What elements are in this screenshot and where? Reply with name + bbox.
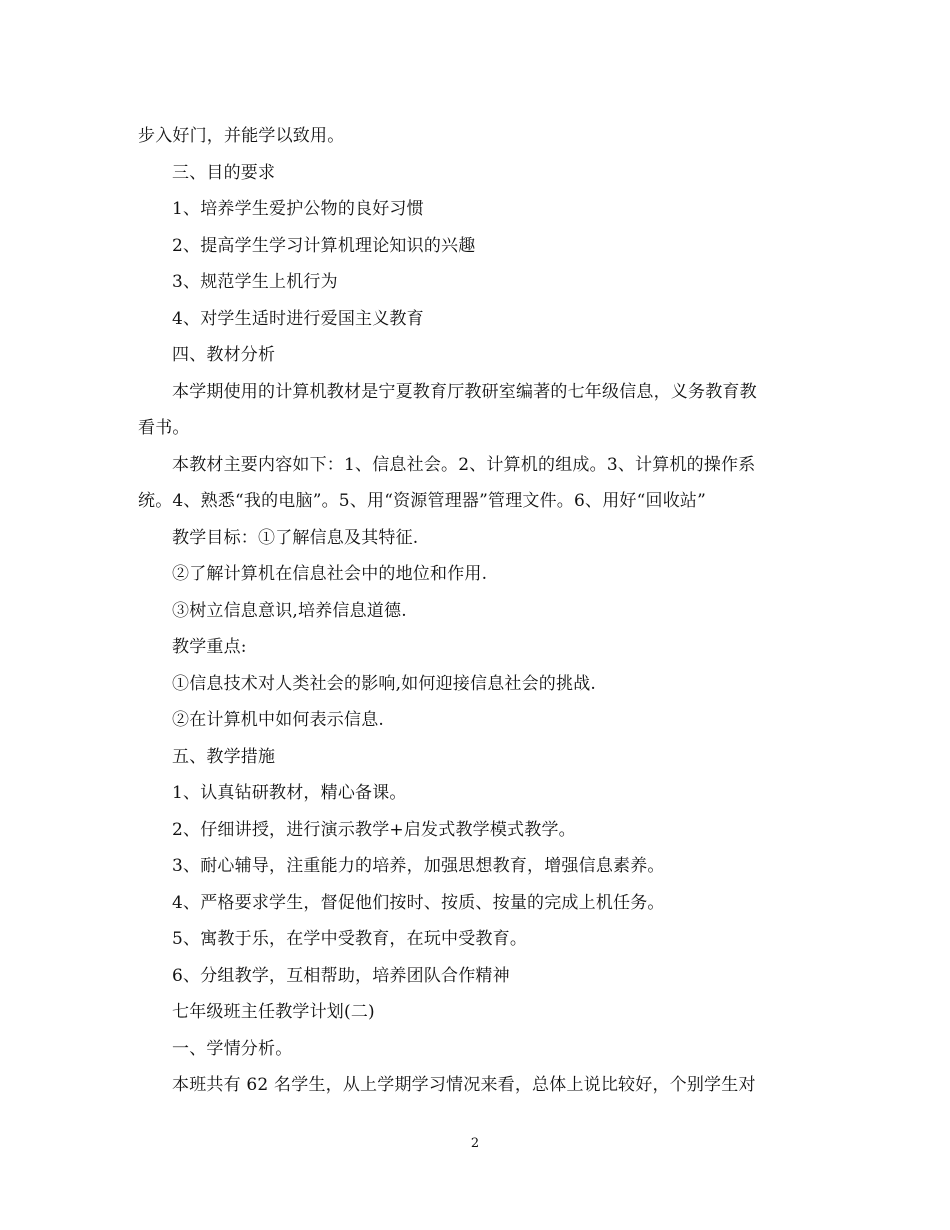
text-line: 步入好门，并能学以致用。 xyxy=(138,126,345,146)
text-line: ①信息技术对人类社会的影响,如何迎接信息社会的挑战. xyxy=(172,673,597,694)
text-line: 6、分组教学，互相帮助，培养团队合作精神 xyxy=(172,965,510,986)
text-line: 1、认真钻研教材，精心备课。 xyxy=(172,783,407,803)
document-body xyxy=(138,118,818,1104)
text-line: 4、严格要求学生，督促他们按时、按质、按量的完成上机任务。 xyxy=(172,892,665,913)
text-line: 3、耐心辅导，注重能力的培养，加强思想教育，增强信息素养。 xyxy=(172,856,665,876)
text-line: ③树立信息意识,培养信息道德. xyxy=(172,600,407,621)
page-number: 2 xyxy=(470,1136,480,1151)
text-line: 看书。 xyxy=(138,418,190,438)
text-line: 2、仔细讲授，进行演示教学+启发式教学模式教学。 xyxy=(172,819,576,840)
text-line: 4、对学生适时进行爱国主义教育 xyxy=(172,308,424,329)
text-line: 3、规范学生上机行为 xyxy=(172,272,338,292)
text-line: 本教材主要内容如下：1、信息社会。2、计算机的组成。3、计算机的操作系 xyxy=(172,454,756,475)
text-line: 五、教学措施 xyxy=(172,746,276,767)
text-line: 教学重点: xyxy=(172,637,247,657)
text-line: 一、学情分析。 xyxy=(172,1038,293,1059)
text-line: ②在计算机中如何表示信息. xyxy=(172,710,385,730)
text-line: 本学期使用的计算机教材是宁夏教育厅教研室编著的七年级信息，义务教育教 xyxy=(172,381,757,402)
text-line: 统。4、熟悉“我的电脑”。5、用“资源管理器”管理文件。6、用好“回收站” xyxy=(138,491,706,511)
text-line: 2、提高学生学习计算机理论知识的兴趣 xyxy=(172,235,476,256)
text-line: 四、教材分析 xyxy=(172,345,276,365)
text-line: ②了解计算机在信息社会中的地位和作用. xyxy=(172,564,488,584)
text-line: 5、寓教于乐，在学中受教育，在玩中受教育。 xyxy=(172,929,528,949)
text-line: 本班共有 62 名学生，从上学期学习情况来看，总体上说比较好，个别学生对 xyxy=(172,1075,756,1095)
text-line: 1、培养学生爱护公物的良好习惯 xyxy=(172,199,424,219)
text-line: 七年级班主任教学计划(二) xyxy=(172,1002,375,1022)
text-line: 三、目的要求 xyxy=(172,162,276,183)
text-line: 教学目标：①了解信息及其特征. xyxy=(172,527,419,548)
